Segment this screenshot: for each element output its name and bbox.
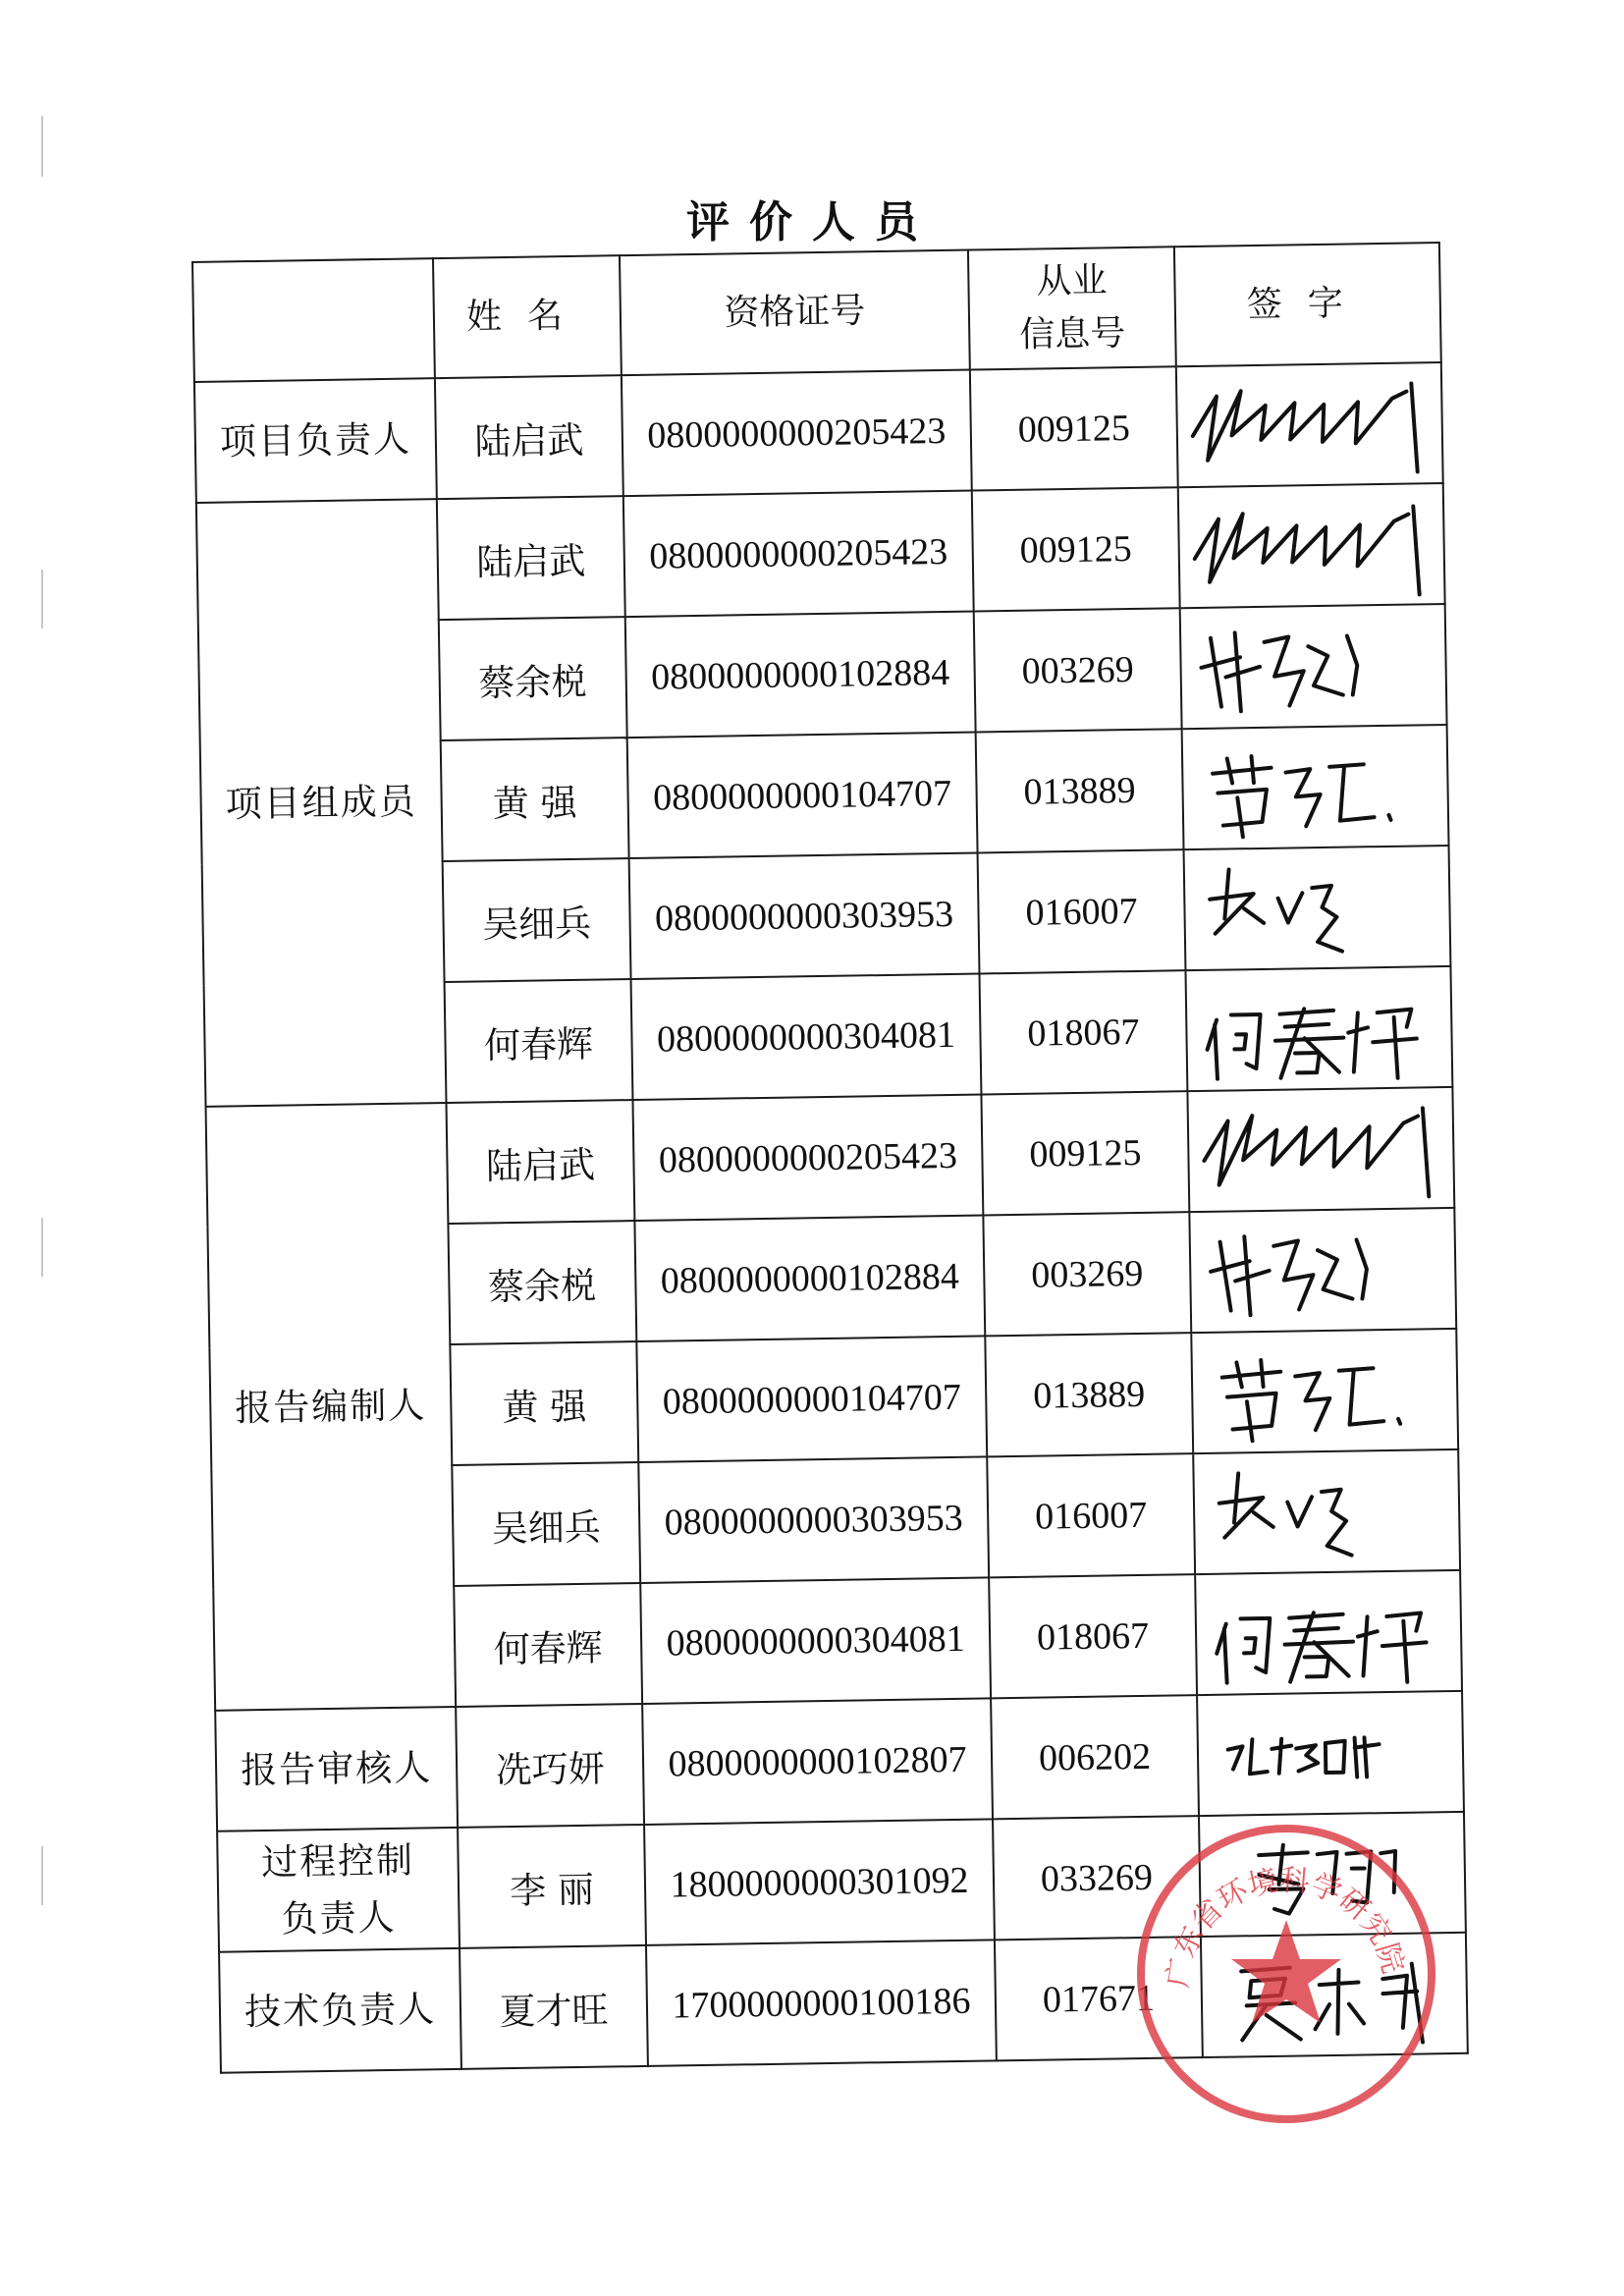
header-info-line2: 信息号 bbox=[1018, 313, 1126, 355]
cert-cell: 0800000000102884 bbox=[634, 1215, 985, 1341]
official-seal bbox=[1129, 1817, 1443, 2131]
cert-cell: 0800000000303953 bbox=[629, 852, 980, 979]
signature-cell bbox=[1184, 846, 1451, 970]
seal-star-icon bbox=[1231, 1920, 1341, 2023]
info-cell: 018067 bbox=[979, 970, 1187, 1094]
role-cell: 技术负责人 bbox=[219, 1948, 461, 2073]
info-cell: 009125 bbox=[970, 366, 1178, 490]
cert-cell: 1700000000100186 bbox=[646, 1940, 997, 2066]
signature-image bbox=[1179, 484, 1444, 607]
info-cell: 013889 bbox=[976, 729, 1184, 852]
role-label-line1: 过程控制 bbox=[260, 1838, 415, 1884]
cert-cell: 0800000000104707 bbox=[636, 1336, 987, 1462]
signature-cell bbox=[1176, 362, 1443, 487]
name-cell: 陆启武 bbox=[437, 496, 625, 620]
signature-cell bbox=[1178, 483, 1445, 608]
info-cell: 018067 bbox=[989, 1574, 1197, 1698]
personnel-table bbox=[191, 242, 1469, 2074]
signature-image bbox=[1198, 1692, 1463, 1815]
name-cell: 吴细兵 bbox=[452, 1462, 640, 1586]
cert-cell: 0800000000102807 bbox=[642, 1698, 993, 1825]
table-row bbox=[215, 1691, 1464, 1831]
cert-cell: 0800000000205423 bbox=[623, 491, 974, 618]
header-name: 姓名 bbox=[433, 255, 622, 378]
name-cell: 夏才旺 bbox=[460, 1945, 648, 2069]
info-cell: 003269 bbox=[983, 1212, 1191, 1336]
info-cell: 017671 bbox=[995, 1937, 1203, 2060]
name-cell: 陆启武 bbox=[435, 375, 623, 499]
info-cell: 003269 bbox=[974, 608, 1182, 732]
signature-image bbox=[1196, 1571, 1461, 1694]
signature-cell bbox=[1191, 1329, 1458, 1453]
seal-text: 广东省环境科学研究院 bbox=[1161, 1863, 1411, 1991]
header-sign: 签字 bbox=[1174, 243, 1441, 366]
role-cell: 报告编制人 bbox=[206, 1103, 457, 1711]
role-cell: 报告审核人 bbox=[215, 1707, 458, 1831]
signature-image bbox=[1183, 726, 1448, 848]
name-cell: 蔡余棁 bbox=[448, 1221, 636, 1344]
signature-image bbox=[1190, 1209, 1455, 1332]
signature-image bbox=[1185, 847, 1450, 969]
cert-cell: 1800000000301092 bbox=[644, 1819, 995, 1945]
name-cell: 黄 强 bbox=[450, 1341, 638, 1465]
signature-cell bbox=[1193, 1449, 1460, 1574]
name-cell: 蔡余棁 bbox=[439, 617, 627, 740]
scan-edge-mark bbox=[41, 1846, 43, 1905]
table-header-row bbox=[192, 243, 1441, 382]
table-row bbox=[194, 362, 1443, 503]
name-cell: 吴细兵 bbox=[443, 858, 631, 982]
info-cell: 009125 bbox=[972, 487, 1180, 611]
signature-image bbox=[1188, 1088, 1453, 1211]
signature-cell bbox=[1187, 1087, 1454, 1212]
name-cell: 何春辉 bbox=[445, 979, 633, 1103]
cert-cell: 0800000000304081 bbox=[640, 1577, 991, 1704]
page-title: 评价人员 bbox=[686, 197, 938, 247]
info-cell: 009125 bbox=[981, 1091, 1189, 1215]
info-cell: 013889 bbox=[985, 1333, 1193, 1456]
personnel-table-wrapper bbox=[191, 242, 1467, 2074]
signature-image bbox=[1186, 967, 1451, 1090]
signature-cell bbox=[1195, 1570, 1462, 1695]
header-info bbox=[968, 246, 1176, 369]
role-cell: 项目组成员 bbox=[196, 499, 447, 1107]
info-cell: 033269 bbox=[993, 1816, 1201, 1940]
cert-cell: 0800000000205423 bbox=[632, 1094, 983, 1221]
header-info-line1: 从业 bbox=[1036, 260, 1108, 302]
signature-cell bbox=[1189, 1208, 1456, 1333]
cert-cell: 0800000000104707 bbox=[627, 733, 978, 859]
info-cell: 016007 bbox=[978, 849, 1186, 973]
header-role bbox=[192, 258, 435, 382]
name-cell: 李 丽 bbox=[458, 1825, 646, 1948]
role-label-line2: 负责人 bbox=[281, 1895, 397, 1941]
signature-cell bbox=[1180, 604, 1447, 729]
table-row bbox=[206, 1087, 1455, 1228]
table-row bbox=[196, 483, 1445, 624]
info-cell: 016007 bbox=[987, 1453, 1195, 1577]
signature-image bbox=[1177, 363, 1442, 486]
signature-cell bbox=[1182, 725, 1449, 849]
scan-edge-mark bbox=[41, 1218, 43, 1277]
header-cert: 资格证号 bbox=[620, 250, 970, 376]
cert-cell: 0800000000304081 bbox=[631, 973, 982, 1100]
cert-cell: 0800000000102884 bbox=[625, 612, 976, 738]
name-cell: 冼巧妍 bbox=[456, 1704, 644, 1828]
scan-edge-mark bbox=[41, 116, 43, 177]
name-cell: 何春辉 bbox=[454, 1583, 642, 1707]
name-cell: 陆启武 bbox=[446, 1100, 634, 1224]
role-cell bbox=[217, 1828, 460, 1952]
name-cell: 黄 强 bbox=[441, 738, 629, 861]
signature-cell bbox=[1197, 1691, 1464, 1816]
cert-cell: 0800000000205423 bbox=[622, 370, 972, 497]
signature-image bbox=[1194, 1450, 1459, 1573]
scan-edge-mark bbox=[41, 570, 43, 629]
signature-cell bbox=[1185, 966, 1452, 1091]
signature-image bbox=[1192, 1330, 1457, 1452]
signature-image bbox=[1181, 605, 1446, 728]
role-cell: 项目负责人 bbox=[194, 378, 437, 503]
cert-cell: 0800000000303953 bbox=[638, 1456, 989, 1583]
info-cell: 006202 bbox=[991, 1695, 1199, 1819]
